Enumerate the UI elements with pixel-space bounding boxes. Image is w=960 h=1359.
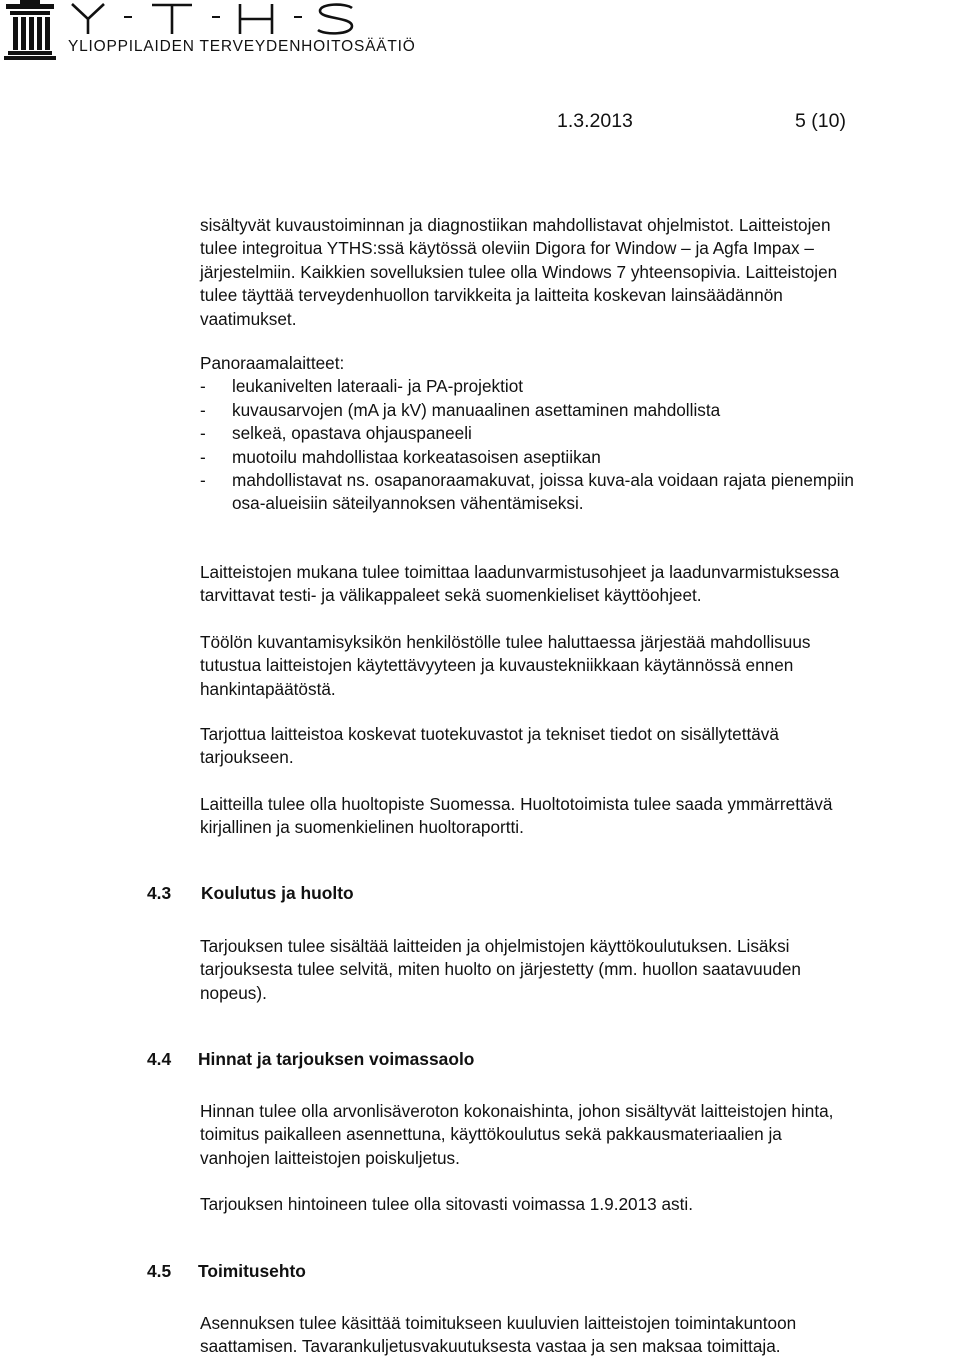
text-line: Hinnan tulee olla arvonlisäveroton kokonaishinta, johon sisältyvät laitteistojen hinta,: [200, 1101, 834, 1121]
text-line: saattamisen. Tavarankuljetusvakuutuksesta vastaa ja sen maksaa toimittaja.: [200, 1336, 781, 1357]
paragraph-staff-familiarization: [200, 631, 952, 701]
section-4-3-paragraph: [200, 935, 952, 1005]
section-title: Koulutus ja huolto: [201, 883, 354, 903]
text-line: tulee integroitua YTHS:ssä käytössä oleviin Digora for Window – ja Agfa Impax –: [200, 238, 814, 259]
text-line: nopeus).: [200, 982, 267, 1003]
intro-paragraph: [200, 214, 952, 331]
text-line: Laitteilla tulee olla huoltopiste Suomessa. Huoltotoimista tulee saada ymmärrettävä: [200, 794, 833, 814]
text-line: sisältyvät kuvaustoiminnan ja diagnostiikan mahdollistavat ohjelmistot. Laitteistojen: [200, 215, 831, 235]
list-item: - muotoilu mahdollistaa korkeatasoisen aseptiikan: [200, 446, 601, 467]
paragraph-product-catalogs: [200, 723, 952, 770]
text-line: järjestelmiin. Kaikkien sovelluksien tulee olla Windows 7 yhteensopivia. Laitteistojen: [200, 261, 838, 282]
panorama-block: [200, 352, 854, 516]
text-line: Asennuksen tulee käsittää toimitukseen kuuluvien laitteistojen toimintakuntoon: [200, 1313, 797, 1333]
panorama-title: Panoraamalaitteet:: [200, 353, 345, 373]
list-item: - kuvausarvojen (mA ja kV) manuaalinen asettaminen mahdollista: [200, 399, 721, 420]
text-line: toimitus paikalleen asennettuna, käyttökoulutus sekä pakkausmateriaalien ja: [200, 1124, 782, 1145]
yths-logo-icon: [4, 0, 56, 60]
text-line: hankintapäätöstä.: [200, 678, 336, 699]
text-line: tarjouksesta tulee selvitä, miten huolto on järjestetty (mm. huollon saatavuuden: [200, 959, 801, 980]
section-number: 4.3: [147, 883, 172, 903]
list-item: - leukanivelten lateraali- ja PA-projektiot: [200, 376, 524, 397]
text-line: tutustua laitteistojen käytettävyyteen ja kuvaustekniikkaan käytännössä ennen: [200, 655, 794, 676]
text-line: Tarjouksen hintoineen tulee olla sitovasti voimassa 1.9.2013 asti.: [200, 1194, 693, 1214]
text-line: vaatimukset.: [200, 308, 297, 329]
text-line: Tarjouksen tulee sisältää laitteiden ja ohjelmistojen käyttökoulutuksen. Lisäksi: [200, 936, 790, 956]
paragraph-qa-docs: [200, 561, 952, 608]
section-number: 4.5: [147, 1261, 172, 1281]
list-item: - mahdollistavat ns. osapanoraamakuvat, joissa kuva-ala voidaan rajata pienempiin: [200, 469, 854, 490]
section-title: Hinnat ja tarjouksen voimassaolo: [198, 1049, 475, 1069]
section-number: 4.4: [147, 1049, 172, 1069]
section-4-4-paragraph: [200, 1100, 952, 1170]
text-line: Töölön kuvantamisyksikön henkilöstölle tulee haluttaessa järjestää mahdollisuus: [200, 632, 811, 652]
text-line: tarvittavat testi- ja välikappaleet sekä suomenkieliset käyttöohjeet.: [200, 585, 702, 606]
text-line: Tarjottua laitteistoa koskevat tuotekuvastot ja tekniset tiedot on sisällytettävä: [200, 724, 779, 744]
logo-wordmark: [68, 2, 358, 36]
text-line: Laitteistojen mukana tulee toimittaa laadunvarmistusohjeet ja laadunvarmistuksessa: [200, 562, 840, 582]
document-date: 1.3.2013: [557, 110, 633, 132]
section-4-5-paragraph: [200, 1312, 952, 1359]
page-number: 5 (10): [795, 110, 846, 132]
text-line: tarjoukseen.: [200, 747, 294, 768]
list-item: - selkeä, opastava ohjauspaneeli: [200, 423, 472, 444]
paragraph-service-point: [200, 793, 952, 840]
section-4-4-validity: [200, 1193, 952, 1216]
logo-subtitle: YLIOPPILAIDEN TERVEYDENHOITOSÄÄTIÖ: [68, 38, 416, 55]
text-line: vanhojen laitteistojen poiskuljetus.: [200, 1147, 460, 1168]
text-line: tulee täyttää terveydenhuollon tarvikkeita ja laitteita koskevan lainsäädännön: [200, 285, 783, 306]
text-line: kirjallinen ja suomenkielinen huoltoraportti.: [200, 817, 524, 838]
section-title: Toimitusehto: [198, 1261, 306, 1281]
list-item-continuation: osa-alueisiin säteilyannoksen vähentämiseksi.: [232, 493, 584, 514]
